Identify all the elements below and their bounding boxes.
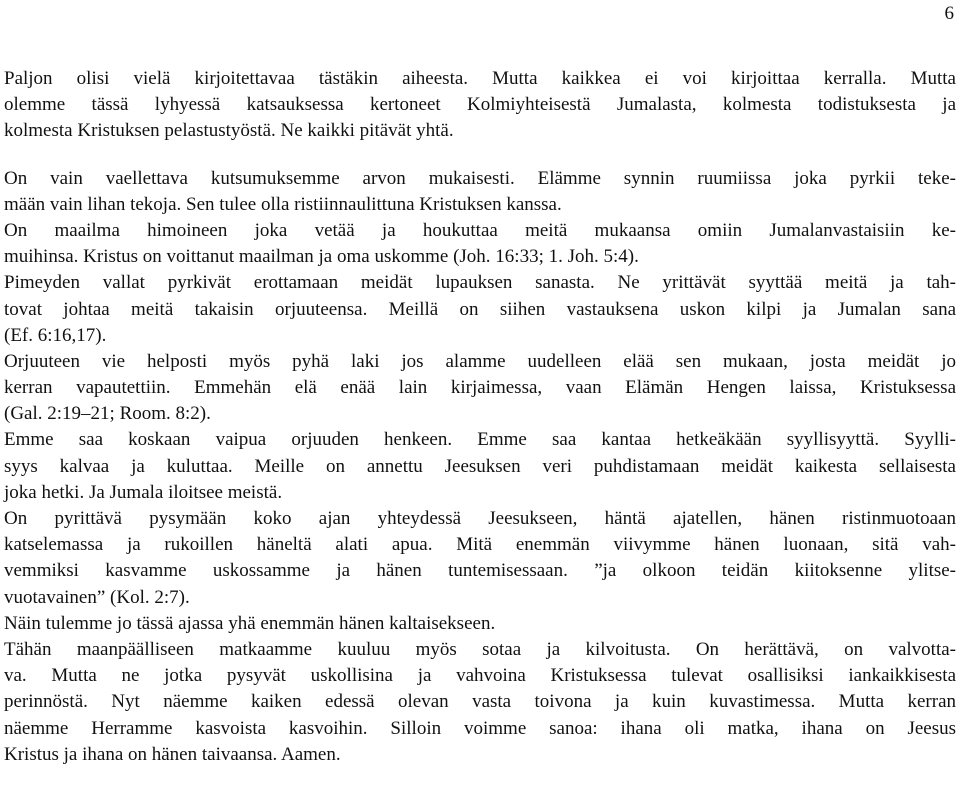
text-line: vemmiksi kasvamme uskossamme ja hänen tuntemisessaan. ”ja olkoon teidän kiitoksenne ylitse- — [4, 560, 956, 582]
paragraph-gap — [4, 145, 956, 166]
paragraph — [4, 66, 956, 145]
paragraph — [4, 270, 956, 349]
text-line: On pyrittävä pysymään koko ajan yhteydessä Jeesukseen, häntä ajatellen, hänen ristinmuotoaan — [4, 508, 956, 529]
text-line: tovat johtaa meitä takaisin orjuuteensa. Meillä on siihen vastauksena uskon kilpi ja Jumalan sana — [4, 298, 956, 320]
document-body — [4, 66, 956, 768]
text-line: olemme tässä lyhyessä katsauksessa kertoneet Kolmiyhteisestä Jumalasta, kolmesta todistuksesta ja — [4, 94, 956, 116]
text-line: Näin tulemme jo tässä ajassa yhä enemmän hänen kaltaisekseen. — [4, 612, 496, 634]
text-line: syys kalvaa ja kuluttaa. Meille on annettu Jeesuksen veri puhdistamaan meidät kaikesta sellaisesta — [4, 455, 956, 477]
paragraph — [4, 637, 956, 768]
text-line: Orjuuteen vie helposti myös pyhä laki jos alamme uudelleen elää sen mukaan, josta meidät jo — [4, 350, 956, 372]
paragraph — [4, 166, 956, 218]
paragraph — [4, 218, 956, 270]
text-line: On vain vaellettava kutsumuksemme arvon mukaisesti. Elämme synnin ruumiissa joka pyrkii teke- — [4, 167, 956, 189]
paragraph — [4, 611, 956, 637]
text-line: muihinsa. Kristus on voittanut maailman ja oma uskomme (Joh. 16:33; 1. Joh. 5:4). — [4, 246, 639, 268]
text-line: perinnöstä. Nyt näemme kaiken edessä olevan vasta toivona ja kuin kuvastimessa. Mutta kerran — [4, 691, 956, 713]
paragraph — [4, 427, 956, 506]
text-line: Emme saa koskaan vaipua orjuuden henkeen. Emme saa kantaa hetkeäkään syyllisyyttä. Syylli- — [4, 429, 956, 451]
text-line: joka hetki. Ja Jumala iloitsee meistä. — [4, 481, 283, 503]
text-line: mään vain lihan tekoja. Sen tulee olla ristiinnaulittuna Kristuksen kanssa. — [4, 193, 562, 215]
text-line: katselemassa ja rukoillen häneltä alati apua. Mitä enemmän viivymme hänen luonaan, sitä vah- — [4, 534, 956, 556]
page-number: 6 — [944, 3, 954, 24]
text-line: näemme Herramme kasvoista kasvoihin. Silloin voimme sanoa: ihana oli matka, ihana on Jeesus — [4, 717, 956, 739]
text-line: (Ef. 6:16,17). — [4, 324, 107, 346]
paragraph — [4, 349, 956, 428]
text-line: va. Mutta ne jotka pysyvät uskollisina ja vahvoina Kristuksessa tulevat osallisiksi iankaikkisesta — [4, 665, 956, 687]
text-line: Paljon olisi vielä kirjoitettavaa tästäkin aiheesta. Mutta kaikkea ei voi kirjoittaa kerralla. Mutta — [4, 68, 956, 89]
paragraph — [4, 506, 956, 611]
text-line: kolmesta Kristuksen pelastustyöstä. Ne kaikki pitävät yhtä. — [4, 120, 454, 142]
text-line: kerran vapautettiin. Emmehän elä enää lain kirjaimessa, vaan Elämän Hengen laissa, Kristuksessa — [4, 377, 956, 399]
text-line: Kristus ja ihana on hänen taivaansa. Aamen. — [4, 743, 341, 765]
text-line: vuotavainen” (Kol. 2:7). — [4, 586, 190, 608]
text-line: On maailma himoineen joka vetää ja houkuttaa meitä mukaansa omiin Jumalanvastaisiin ke- — [4, 219, 956, 241]
text-line: (Gal. 2:19–21; Room. 8:2). — [4, 403, 211, 425]
text-line: Pimeyden vallat pyrkivät erottamaan meidät lupauksen sanasta. Ne yrittävät syyttää meitä ja tah- — [4, 272, 956, 294]
text-line: Tähän maanpäälliseen matkaamme kuuluu myös sotaa ja kilvoitusta. On herättävä, on valvotta- — [4, 638, 956, 660]
